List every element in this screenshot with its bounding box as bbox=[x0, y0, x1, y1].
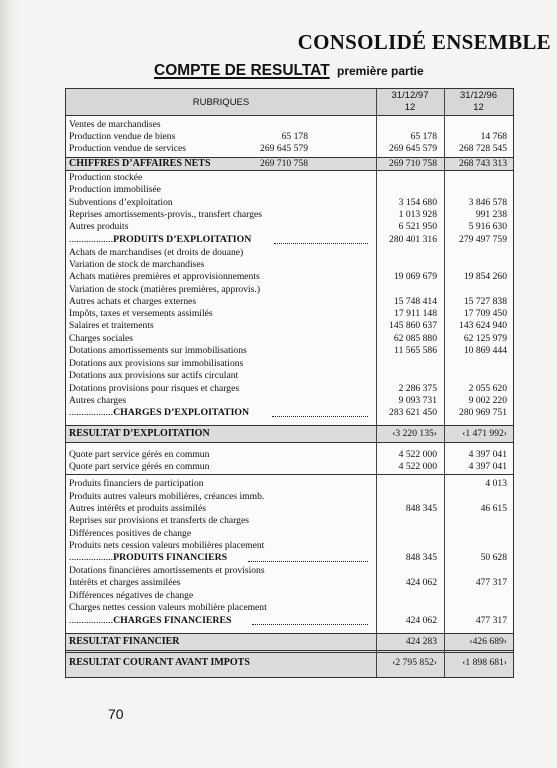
row-label: Production vendue de services bbox=[69, 143, 186, 154]
cell-detail: 269 710 758 bbox=[260, 158, 308, 169]
header-rubriques: RUBRIQUES bbox=[192, 97, 250, 108]
row-label: Dotations provisions pour risques et charges bbox=[69, 383, 240, 394]
table-row bbox=[66, 158, 513, 170]
dot-leader bbox=[252, 624, 368, 625]
cell-detail: 65 178 bbox=[281, 131, 308, 142]
row-label: Impôts, taxes et versements assimilés bbox=[69, 308, 213, 319]
row-label: ..... CHARGES FINANCIERES bbox=[69, 615, 232, 627]
row-label: Produits financiers de participation bbox=[69, 478, 204, 489]
table-row bbox=[66, 449, 513, 461]
table-row bbox=[66, 395, 513, 407]
cell-1996: 9 002 220 bbox=[468, 395, 507, 406]
row-label: Dotations aux provisions sur actifs circulant bbox=[69, 370, 239, 381]
table-row bbox=[66, 540, 513, 552]
statement-subtitle: première partie bbox=[336, 64, 424, 78]
table-row bbox=[66, 636, 513, 648]
row-label: CHIFFRES D’AFFAIRES NETS bbox=[69, 158, 211, 169]
table-row bbox=[66, 590, 513, 602]
row-label: Autres achats et charges externes bbox=[69, 296, 197, 307]
table-row bbox=[66, 428, 513, 440]
row-label: Dotations financières amortissements et provisions bbox=[69, 565, 265, 576]
row-label: Reprises sur provisions et transferts de charges bbox=[69, 515, 249, 526]
cell-1996: 4 013 bbox=[485, 478, 507, 489]
table-row bbox=[66, 197, 513, 209]
cell-1996: 280 969 751 bbox=[459, 407, 507, 418]
cell-1997: 269 710 758 bbox=[389, 158, 437, 169]
table-row bbox=[66, 577, 513, 589]
table-row bbox=[66, 119, 513, 131]
dot-leader bbox=[274, 243, 368, 244]
table-row bbox=[66, 383, 513, 395]
table-row bbox=[66, 131, 513, 143]
cell-1996: 3 846 578 bbox=[468, 197, 507, 208]
cell-1997: 424 283 bbox=[405, 636, 437, 647]
table-row bbox=[66, 320, 513, 332]
table-row bbox=[66, 234, 513, 246]
table-row bbox=[66, 271, 513, 283]
table-row bbox=[66, 503, 513, 515]
row-label: Autres produits bbox=[69, 221, 129, 232]
table-row bbox=[66, 247, 513, 259]
cell-1997: 62 085 880 bbox=[393, 333, 437, 344]
table-row bbox=[66, 370, 513, 382]
cell-1997: ‹2 795 852› bbox=[392, 657, 437, 668]
row-label: Reprises amortissements-provis., transfert charges bbox=[69, 209, 262, 220]
table-row bbox=[66, 602, 513, 614]
table-row bbox=[66, 308, 513, 320]
row-label: Ventes de marchandises bbox=[69, 119, 161, 130]
rule bbox=[66, 425, 513, 426]
row-label: Dotations amortissements sur immobilisations bbox=[69, 345, 247, 356]
header-months-1997: 12 bbox=[404, 102, 416, 113]
row-label: Production vendue de biens bbox=[69, 131, 176, 142]
cell-1997: 4 522 000 bbox=[398, 449, 437, 460]
cell-1996: 10 869 444 bbox=[463, 345, 507, 356]
row-label: Production stockée bbox=[69, 172, 143, 183]
cell-1996: 477 317 bbox=[475, 615, 507, 626]
cell-1997: 65 178 bbox=[410, 131, 437, 142]
rule bbox=[66, 650, 513, 651]
page-number: 70 bbox=[108, 706, 124, 722]
table-row bbox=[66, 515, 513, 527]
row-label: ..... PRODUITS D’EXPLOITATION bbox=[69, 234, 251, 246]
rule bbox=[66, 170, 513, 171]
cell-1996: 268 728 545 bbox=[459, 143, 507, 154]
cell-1996: ‹1 898 681› bbox=[462, 657, 507, 668]
cell-1997: 269 645 579 bbox=[389, 143, 437, 154]
cell-1997: 3 154 680 bbox=[398, 197, 437, 208]
rule bbox=[66, 442, 513, 443]
rule bbox=[66, 474, 513, 475]
cell-1996: 19 854 260 bbox=[463, 271, 507, 282]
cell-1997: 15 748 414 bbox=[393, 296, 437, 307]
cell-1996: 15 727 838 bbox=[463, 296, 507, 307]
header-col-1996 bbox=[444, 90, 513, 114]
table-row bbox=[66, 657, 513, 669]
row-label: Produits nets cession valeurs mobilières placement bbox=[69, 540, 265, 551]
cell-1997: 11 565 586 bbox=[394, 345, 437, 356]
cell-1996: 17 709 450 bbox=[463, 308, 507, 319]
row-label: Charges nettes cession valeurs mobilière placement bbox=[69, 602, 267, 613]
table-row bbox=[66, 284, 513, 296]
section-title: CONSOLIDÉ ENSEMBLE bbox=[297, 30, 551, 54]
row-label: Variation de stock de marchandises bbox=[69, 259, 205, 270]
row-label: RESULTAT D’EXPLOITATION bbox=[69, 428, 210, 439]
cell-detail: 269 645 579 bbox=[260, 143, 308, 154]
table-row bbox=[66, 615, 513, 627]
cell-1997: 2 286 375 bbox=[398, 383, 437, 394]
row-label: RESULTAT COURANT AVANT IMPOTS bbox=[69, 657, 250, 668]
cell-1997: 283 621 450 bbox=[389, 407, 437, 418]
cell-1997: 145 860 637 bbox=[389, 320, 437, 331]
cell-1997: 17 911 148 bbox=[394, 308, 437, 319]
row-label: RESULTAT FINANCIER bbox=[69, 636, 180, 647]
book-binding-shadow bbox=[0, 0, 18, 768]
row-label: Achats de marchandises (et droits de douane) bbox=[69, 247, 244, 258]
table-row bbox=[66, 461, 513, 473]
cell-1996: 143 624 940 bbox=[459, 320, 507, 331]
table-row bbox=[66, 358, 513, 370]
cell-1996: 2 055 620 bbox=[468, 383, 507, 394]
cell-1997: 9 093 731 bbox=[398, 395, 437, 406]
cell-1997: 1 013 928 bbox=[398, 209, 437, 220]
row-label: Dotations aux provisions sur immobilisations bbox=[69, 358, 244, 369]
table-row bbox=[66, 221, 513, 233]
statement-title: COMPTE DE RESULTAT bbox=[154, 62, 330, 79]
cell-1997: 19 069 679 bbox=[393, 271, 437, 282]
table-row bbox=[66, 528, 513, 540]
cell-1996: ‹426 689› bbox=[469, 636, 507, 647]
income-statement-table bbox=[65, 88, 514, 678]
row-label: Différences positives de change bbox=[69, 528, 192, 539]
rule bbox=[66, 652, 513, 653]
cell-1996: 4 397 041 bbox=[468, 461, 507, 472]
cell-1996: 14 768 bbox=[480, 131, 507, 142]
cell-1996: 991 238 bbox=[475, 209, 507, 220]
header-date-1996: 31/12/96 bbox=[460, 90, 497, 101]
table-row bbox=[66, 333, 513, 345]
dot-leader bbox=[272, 416, 368, 417]
cell-1996: 477 317 bbox=[475, 577, 507, 588]
cell-1997: 424 062 bbox=[405, 577, 437, 588]
rule bbox=[66, 633, 513, 634]
row-label: Produits autres valeurs mobilières, créances immb. bbox=[69, 491, 265, 502]
table-row bbox=[66, 296, 513, 308]
cell-1996: 62 125 979 bbox=[463, 333, 507, 344]
page-title bbox=[154, 62, 424, 80]
table-row bbox=[66, 143, 513, 155]
row-label: Quote part service gérés en commun bbox=[69, 461, 210, 472]
cell-1997: 848 345 bbox=[405, 552, 437, 563]
cell-1996: 46 615 bbox=[480, 503, 507, 514]
row-label: Variation de stock (matières premières, approvis.) bbox=[69, 284, 261, 295]
row-label: Achats matières premières et approvisionnements bbox=[69, 271, 260, 282]
cell-1997: 4 522 000 bbox=[398, 461, 437, 472]
row-label: Production immobilisée bbox=[69, 184, 161, 195]
cell-1997: ‹3 220 135› bbox=[392, 428, 437, 439]
row-label: Quote part service gérés en commun bbox=[69, 449, 210, 460]
table-row bbox=[66, 407, 513, 419]
table-row bbox=[66, 491, 513, 503]
row-label: Autres charges bbox=[69, 395, 127, 406]
cell-1997: 848 345 bbox=[405, 503, 437, 514]
cell-1996: 5 916 630 bbox=[468, 221, 507, 232]
dot-leader bbox=[248, 561, 368, 562]
cell-1997: 424 062 bbox=[405, 615, 437, 626]
header-col-1997 bbox=[376, 90, 444, 114]
table-row bbox=[66, 259, 513, 271]
table-row bbox=[66, 565, 513, 577]
table-row bbox=[66, 209, 513, 221]
table-row bbox=[66, 345, 513, 357]
row-label: ..... CHARGES D’EXPLOITATION bbox=[69, 407, 249, 419]
cell-1997: 6 521 950 bbox=[398, 221, 437, 232]
row-label: Autres intérêts et produits assimilés bbox=[69, 503, 206, 514]
row-label: Subventions d’exploitation bbox=[69, 197, 173, 208]
row-label: Charges sociales bbox=[69, 333, 134, 344]
header-date-1997: 31/12/97 bbox=[391, 90, 429, 101]
table-row bbox=[66, 478, 513, 490]
row-label: Intérêts et charges assimilées bbox=[69, 577, 181, 588]
row-label: Différences négatives de change bbox=[69, 590, 194, 601]
table-row bbox=[66, 184, 513, 196]
header-months-1996: 12 bbox=[473, 102, 484, 113]
cell-1996: 279 497 759 bbox=[459, 234, 507, 245]
cell-1996: 4 397 041 bbox=[468, 449, 507, 460]
row-label: ..... PRODUITS FINANCIERS bbox=[69, 552, 227, 564]
table-row bbox=[66, 172, 513, 184]
cell-1996: ‹1 471 992› bbox=[462, 428, 507, 439]
cell-1996: 50 628 bbox=[480, 552, 507, 563]
cell-1997: 280 401 316 bbox=[389, 234, 437, 245]
cell-1996: 268 743 313 bbox=[459, 158, 507, 169]
table-row bbox=[66, 552, 513, 564]
row-label: Salaires et traitements bbox=[69, 320, 154, 331]
